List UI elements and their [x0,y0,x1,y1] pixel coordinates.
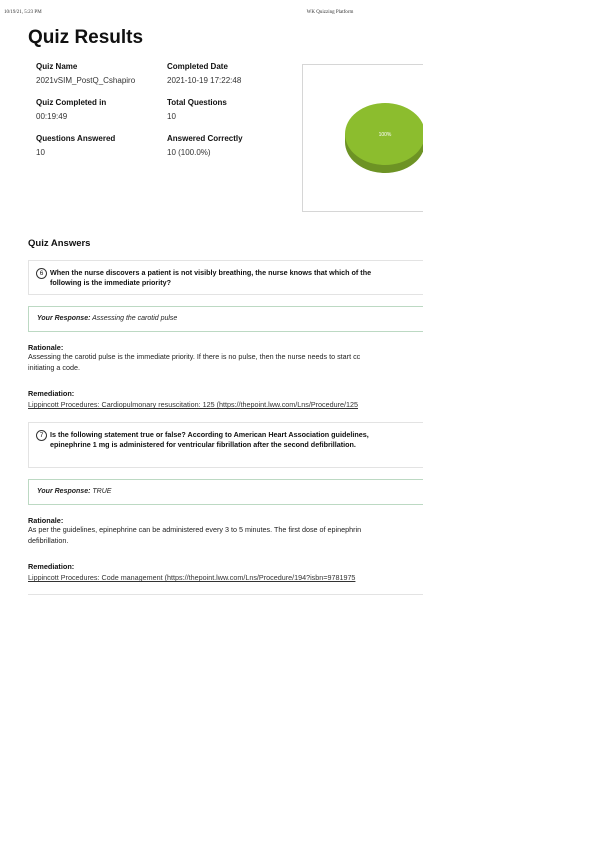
question-card [28,422,423,468]
stat-quiz-name [36,62,135,85]
stat-value: 2021vSIM_PostQ_Cshapiro [36,76,136,85]
stat-value: 10 [167,112,176,121]
response-value: Assessing the carotid pulse [92,315,178,322]
stat-value: 10 (100.0%) [167,148,211,157]
question-text: Is the following statement true or false? According to American Heart Association guidelines, epinephrine 1 mg is administered for ventricular fibrillation after the second defibrillation. [50,430,369,449]
stat-total-questions [167,98,227,121]
rationale-line: Assessing the carotid pulse is the immediate priority. If there is no pulse, then the nurse needs to start cc [28,352,361,361]
rationale-line: As per the guidelines, epinephrine can be administered every 3 to 5 minutes. The first dose of epinephrin [28,525,362,534]
remediation-link[interactable]: Lippincott Procedures: Code management (https://thepoint.lww.com/Lns/Procedure/194?isbn=9781975 [28,573,356,582]
question-text: When the nurse discovers a patient is not visibly breathing, the nurse knows that which of the following is the immediate priority? [50,268,372,287]
stat-completed-date [167,62,241,85]
stat-value: 00:19:49 [36,112,68,121]
stat-label: Total Questions [167,98,227,107]
stat-label: Answered Correctly [167,134,243,143]
rationale-line: defibrillation. [28,535,69,545]
stat-value: 10 [36,148,45,157]
stat-label: Quiz Name [36,62,78,71]
response-value: TRUE [92,488,112,495]
question-number: 6 [36,268,47,279]
rationale-label: Rationale: [28,516,64,525]
stat-value: 2021-10-19 17:22:48 [167,76,242,85]
stat-label: Quiz Completed in [36,98,107,107]
response-label: Your Response: [37,315,91,322]
stat-answered-correctly [167,134,243,157]
question-number: 7 [36,430,47,441]
remediation-label: Remediation: [28,389,75,398]
stat-questions-answered [36,134,115,157]
response-box [28,306,423,332]
rationale-text [28,352,423,373]
stat-label: Completed Date [167,62,228,71]
print-date: 10/19/21, 5:23 PM [4,10,42,15]
response-text [37,488,111,495]
stat-label: Questions Answered [36,134,116,143]
response-box [28,479,423,505]
results-chart [302,64,423,212]
print-title: WK Quizzing Platform [306,10,354,15]
response-label: Your Response: [37,488,91,495]
rationale-label: Rationale: [28,343,64,352]
rationale-line: initiating a code. [28,362,80,372]
section-title: Quiz Answers [28,238,91,249]
rationale-text [28,525,423,546]
pie-chart [303,65,423,211]
page-title: Quiz Results [28,27,144,48]
question-card [28,260,423,295]
divider [28,594,423,595]
response-text [37,315,177,322]
pie-slice-label: 100% [378,132,392,138]
remediation-link[interactable]: Lippincott Procedures: Cardiopulmonary resuscitation: 125 (https://thepoint.lww.com/Lns/Procedure/125 [28,400,359,409]
remediation-label: Remediation: [28,562,75,571]
stat-completed-in [36,98,106,121]
